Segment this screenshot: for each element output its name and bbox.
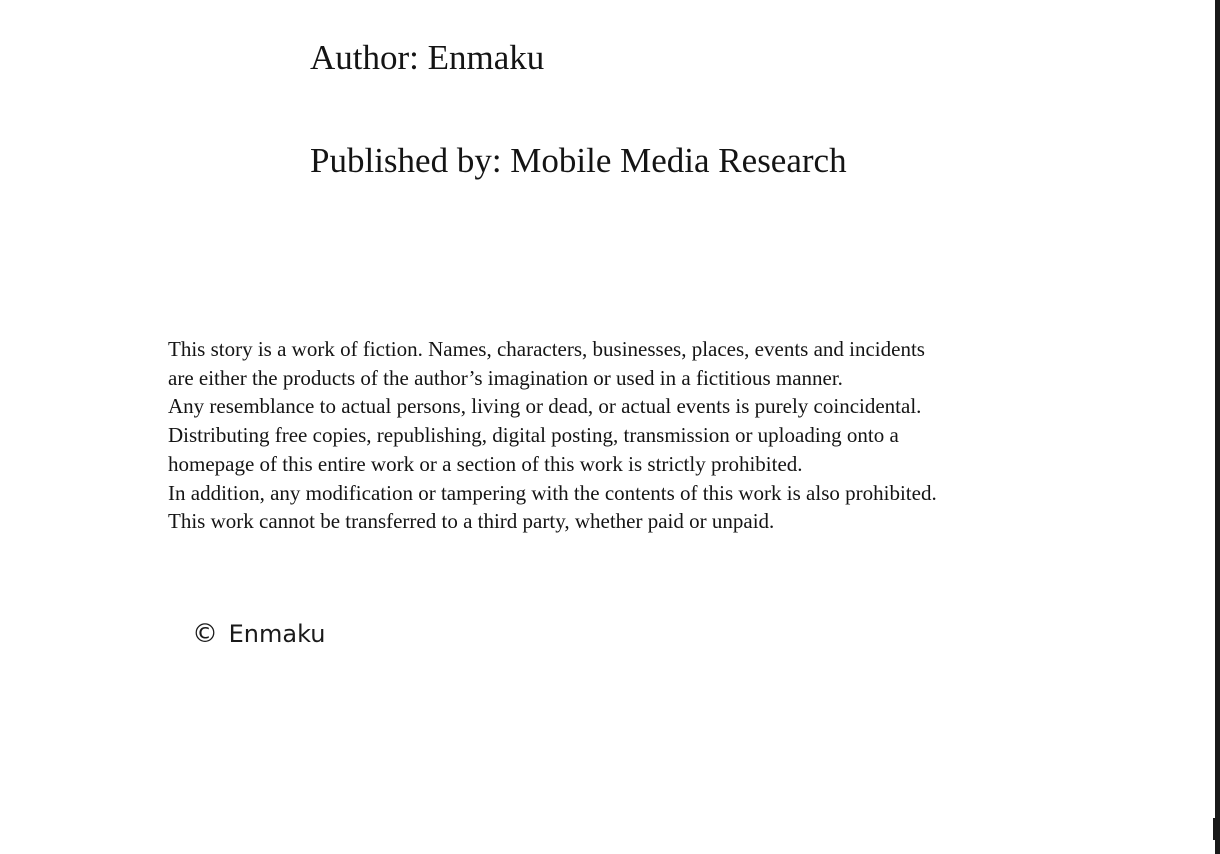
disclaimer-line: are either the products of the author’s imagination or used in a fictitious manner. [168, 365, 843, 390]
disclaimer-line: In addition, any modification or tampering with the contents of this work is also prohibited. [168, 480, 937, 505]
author-credit: Author: Enmaku [310, 38, 545, 77]
page-edge-marker [1213, 818, 1217, 840]
page-edge-rule [1215, 0, 1220, 854]
copyright-notice [192, 617, 325, 651]
disclaimer-line: Distributing free copies, republishing, digital posting, transmission or uploading onto a [168, 423, 899, 448]
publisher-credit: Published by: Mobile Media Research [310, 141, 847, 180]
copyright-holder: Enmaku [228, 620, 326, 648]
fiction-disclaimer [168, 335, 1168, 536]
disclaimer-line: This work cannot be transferred to a third party, whether paid or unpaid. [168, 509, 775, 534]
disclaimer-line: homepage of this entire work or a section of this work is strictly prohibited. [168, 451, 803, 476]
disclaimer-line: This story is a work of fiction. Names, characters, businesses, places, events and incidents [168, 337, 925, 361]
disclaimer-line: Any resemblance to actual persons, living or dead, or actual events is purely coincidental. [168, 394, 922, 419]
copyright-symbol: © [192, 619, 218, 649]
